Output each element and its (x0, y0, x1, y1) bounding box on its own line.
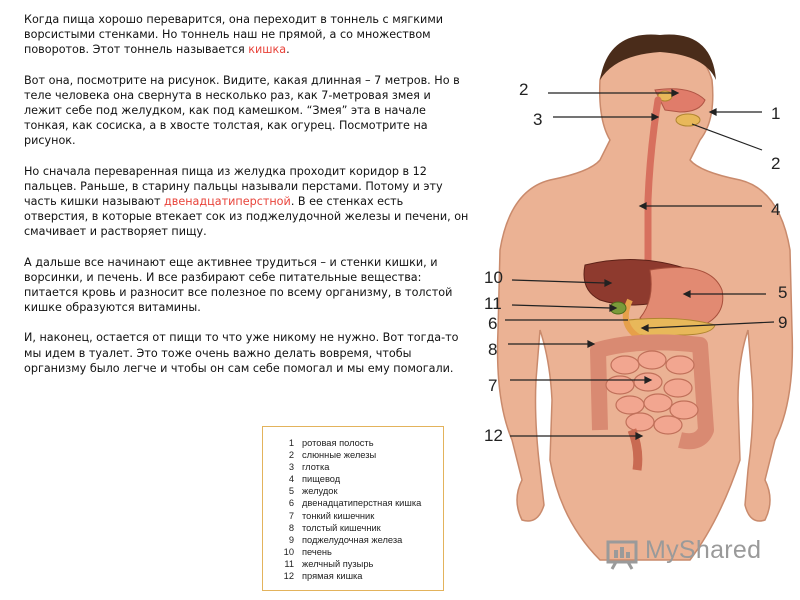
callout-7: 7 (488, 376, 498, 395)
callout-11: 11 (484, 294, 502, 313)
legend-row: 10 печень (283, 546, 332, 557)
callout-2-salivary-right: 2 (771, 154, 781, 173)
legend-row: 6 двенадцатиперстная кишка (288, 498, 422, 509)
paragraph-2: Вот она, посмотрите на рисунок. Видите, какая длинная – 7 метров. Но в теле человека она свернута в несколько раз, как 7-метровая змея и лежит себе под желудком, как под камешком. “Змея” эта в начале тонкая, как сосиска, а в хвосте толстая, как огурец. Посмотрите на рисунок. (24, 73, 460, 148)
legend-row: 3 глотка (288, 462, 330, 473)
legend-row: 9 поджелудочная железа (288, 534, 403, 545)
legend-row: 2 слюнные железы (288, 450, 377, 461)
callout-1: 1 (771, 104, 781, 123)
legend-row: 4 пищевод (288, 474, 341, 485)
legend-row: 5 желудок (288, 486, 338, 497)
paragraph-1: Когда пища хорошо переварится, она переходит в тоннель с мягкими ворсистыми стенками. Но тоннель наш не прямой, а со множеством поворотов. Этот тоннель называется кишка. (24, 13, 444, 57)
legend-row: 12 прямая кишка (283, 571, 363, 582)
callout-6: 6 (488, 314, 498, 333)
callout-2-salivary: 2 (519, 80, 529, 99)
legend-row: 11 желчный пузырь (284, 558, 374, 569)
callout-3: 3 (533, 110, 543, 129)
legend-row: 8 толстый кишечник (288, 522, 381, 533)
paragraph-5: И, наконец, остается от пищи то что уже никому не нужно. Вот тогда-то мы идем в туалет. Это тоже очень важно делать вовремя, чтобы организму было легче и чтобы он сам себе помогал и мы ему помогали. (24, 331, 459, 375)
callout-5: 5 (778, 283, 788, 302)
callout-12: 12 (484, 426, 503, 445)
callout-9: 9 (778, 313, 788, 332)
legend-row: 7 тонкий кишечник (288, 510, 375, 521)
highlight-intestine: кишка (248, 43, 287, 57)
callout-8: 8 (488, 340, 498, 359)
watermark-logo-icon (606, 538, 642, 570)
callout-10: 10 (484, 268, 503, 287)
paragraph-4: А дальше все начинают еще активнее трудиться – и стенки кишки, и ворсинки, и печень. И все разбирают себе питательные вещества: питается кровь и разносит все полезное по всему организму, в толстой кишке образуются витамины. (24, 255, 453, 315)
explanatory-text (24, 12, 469, 391)
paragraph-3: Но сначала переваренная пища из желудка проходит коридор в 12 пальцев. Раньше, в старину пальцы называли перстами. Потому и эту часть кишки называют двенадцатиперстной. В ее стенках есть отверстия, в которые втекает сок из поджелудочной железы и печени, он смачивает и растворяет пищу. (24, 164, 469, 239)
organ-legend (262, 426, 444, 591)
legend-row: 1 ротовая полость (288, 438, 374, 448)
callout-4: 4 (771, 200, 781, 219)
highlight-duodenum: двенадцатиперстной (164, 195, 291, 209)
watermark: MyShared (645, 536, 762, 564)
